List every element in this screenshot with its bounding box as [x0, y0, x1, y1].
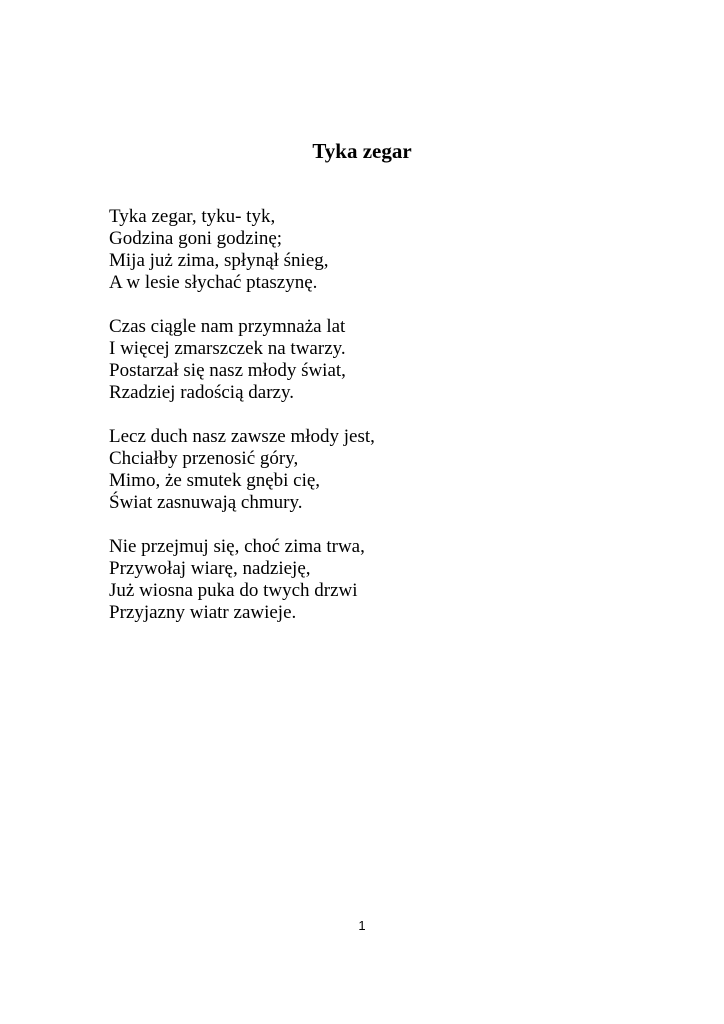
stanza-1	[109, 206, 629, 294]
poem-line: Chciałby przenosić góry,	[109, 448, 299, 469]
poem-line: I więcej zmarszczek na twarzy.	[109, 338, 346, 359]
poem-line: Czas ciągle nam przymnaża lat	[109, 316, 346, 337]
poem-line: Lecz duch nasz zawsze młody jest,	[109, 426, 375, 447]
poem-line: Postarzał się nasz młody świat,	[109, 360, 346, 381]
poem-line: Świat zasnuwają chmury.	[109, 492, 303, 513]
poem-line: Godzina goni godzinę;	[109, 228, 283, 249]
stanza-3	[109, 426, 629, 514]
poem-line: Przyjazny wiatr zawieje.	[109, 602, 297, 623]
stanza-4	[109, 536, 629, 624]
poem-line: Tyka zegar, tyku- tyk,	[109, 206, 276, 227]
poem-line: Rzadziej radością darzy.	[109, 382, 294, 403]
poem-title: Tyka zegar	[312, 139, 412, 163]
poem-line: A w lesie słychać ptaszynę.	[109, 272, 318, 293]
poem-line: Już wiosna puka do twych drzwi	[109, 580, 358, 601]
poem-line: Mimo, że smutek gnębi cię,	[109, 470, 321, 491]
poem-body	[109, 206, 629, 646]
stanza-2	[109, 316, 629, 404]
poem-line: Nie przejmuj się, choć zima trwa,	[109, 536, 365, 557]
poem-line: Przywołaj wiarę, nadzieję,	[109, 558, 311, 579]
poem-line: Mija już zima, spłynął śnieg,	[109, 250, 329, 271]
page-number: 1	[358, 918, 366, 933]
